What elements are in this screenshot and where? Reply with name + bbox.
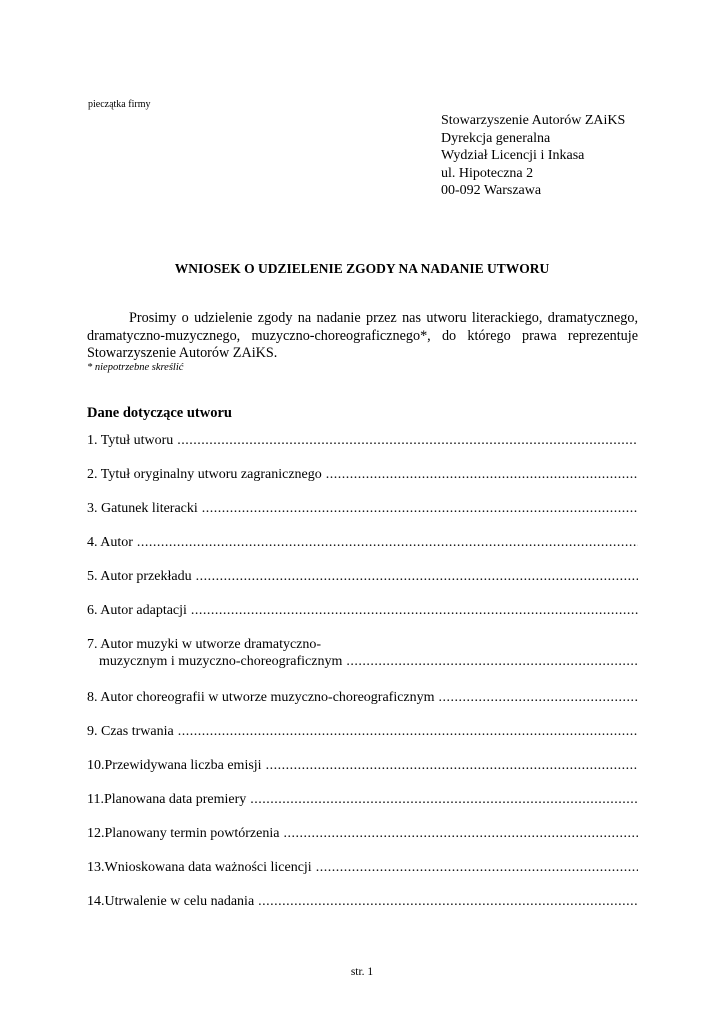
field-label: 13.Wnioskowana data ważności licencji: [87, 860, 312, 875]
intro-line-1: Prosimy o udzielenie zgody na nadanie przez nas utworu literackiego, dramatycznego,: [129, 310, 638, 326]
fill-in-line[interactable]: [196, 568, 638, 585]
field-broadcast-count[interactable]: [87, 757, 638, 774]
field-label: 14.Utrwalenie w celu nadania: [87, 894, 255, 909]
fill-in-line[interactable]: [177, 432, 638, 449]
fill-in-line[interactable]: [283, 825, 638, 842]
field-adaptation-author[interactable]: [87, 602, 638, 619]
field-label: 1. Tytuł utworu: [87, 433, 174, 448]
intro-line-2: dramatyczno-muzycznego, muzyczno-choreograficznego*, do którego prawa reprezentuje: [87, 327, 638, 344]
field-label: 2. Tytuł oryginalny utworu zagranicznego: [87, 467, 322, 482]
field-music-author[interactable]: [87, 636, 638, 670]
field-genre[interactable]: [87, 500, 638, 517]
section-heading: Dane dotyczące utworu: [87, 405, 232, 421]
field-choreography-author[interactable]: [87, 689, 638, 706]
field-duration[interactable]: [87, 723, 638, 740]
fill-in-line[interactable]: [178, 723, 638, 740]
company-stamp-label: pieczątka firmy: [88, 99, 151, 110]
field-label: 4. Autor: [87, 535, 133, 550]
address-line-3: Wydział Licencji i Inkasa: [441, 148, 585, 163]
fill-in-line[interactable]: [191, 602, 638, 619]
footnote: * niepotrzebne skreślić: [87, 362, 184, 373]
document-title: WNIOSEK O UDZIELENIE ZGODY NA NADANIE UTWORU: [174, 261, 550, 276]
fill-in-line[interactable]: [266, 757, 638, 774]
fill-in-line[interactable]: [250, 791, 638, 808]
field-author[interactable]: [87, 534, 638, 551]
field-label: 6. Autor adaptacji: [87, 603, 187, 618]
fill-in-line[interactable]: [258, 893, 638, 910]
fill-in-line[interactable]: [202, 500, 638, 517]
address-line-1: Stowarzyszenie Autorów ZAiKS: [441, 113, 626, 128]
field-label: 7. Autor muzyki w utworze dramatyczno-: [87, 637, 322, 652]
field-license-validity[interactable]: [87, 859, 638, 876]
field-label: 8. Autor choreografii w utworze muzyczno-choreograficznym: [87, 690, 435, 705]
page-number: str. 1: [350, 966, 374, 978]
field-label: 10.Przewidywana liczba emisji: [87, 758, 262, 773]
field-label: 5. Autor przekładu: [87, 569, 192, 584]
field-label: 12.Planowany termin powtórzenia: [87, 826, 280, 841]
fill-in-line[interactable]: [137, 534, 638, 551]
fill-in-line[interactable]: [326, 466, 638, 483]
field-premiere-date[interactable]: [87, 791, 638, 808]
fill-in-line[interactable]: [316, 859, 638, 876]
recipient-address: [441, 112, 625, 200]
field-repeat-date[interactable]: [87, 825, 638, 842]
address-line-5: 00-092 Warszawa: [441, 183, 542, 198]
field-label-continuation: muzycznym i muzyczno-choreograficznym: [99, 654, 343, 669]
address-line-2: Dyrekcja generalna: [441, 130, 551, 146]
field-translator[interactable]: [87, 568, 638, 585]
intro-line-3: Stowarzyszenie Autorów ZAiKS.: [87, 345, 278, 362]
field-original-title[interactable]: [87, 466, 638, 483]
field-recording[interactable]: [87, 893, 638, 910]
field-label: 11.Planowana data premiery: [87, 792, 247, 807]
fill-in-line[interactable]: [439, 689, 638, 706]
field-label: 3. Gatunek literacki: [87, 501, 198, 516]
field-title[interactable]: [87, 432, 638, 449]
address-line-4: ul. Hipoteczna 2: [441, 165, 534, 181]
fill-in-line[interactable]: [346, 653, 638, 670]
intro-paragraph: [87, 310, 638, 363]
field-label: 9. Czas trwania: [87, 724, 174, 739]
